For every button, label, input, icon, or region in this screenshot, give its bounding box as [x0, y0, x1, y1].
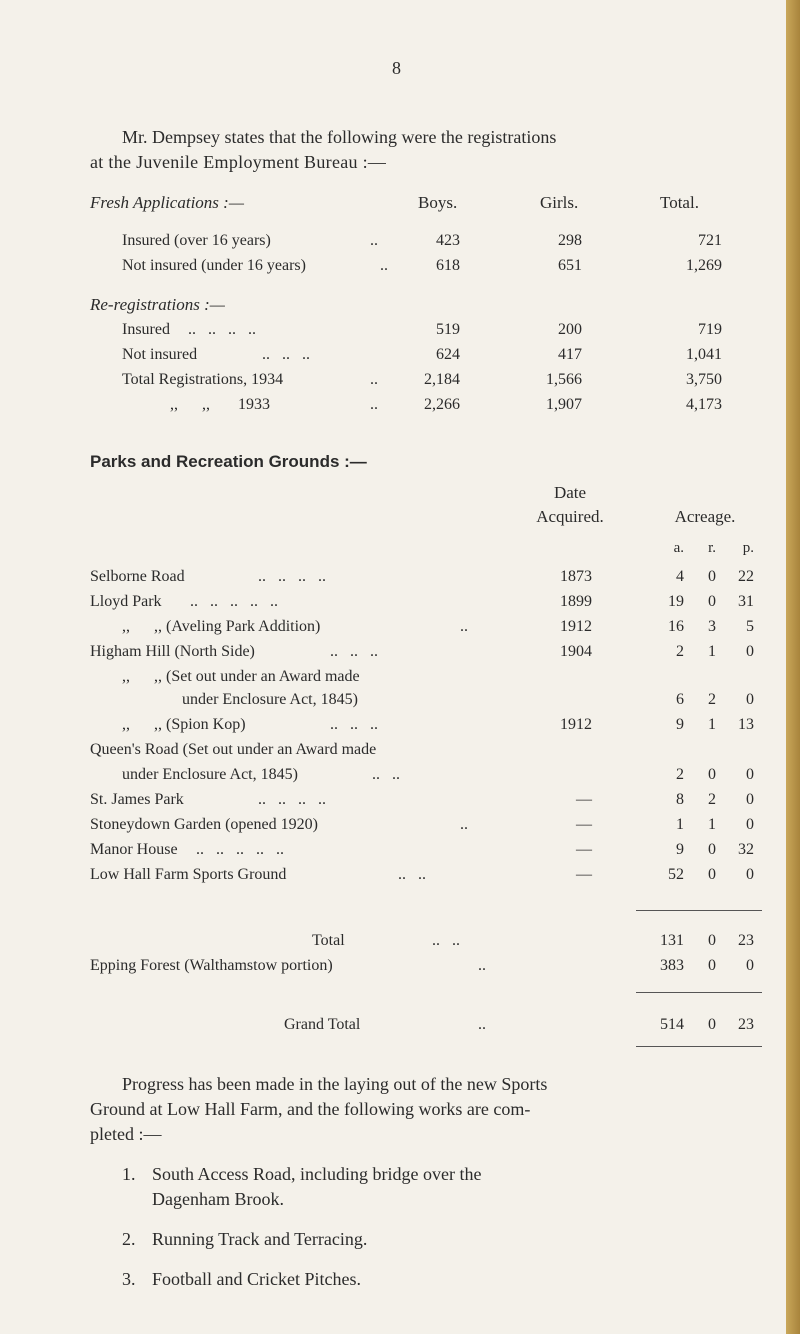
park-name: Stoneydown Garden (opened 1920)	[90, 816, 318, 833]
roods-value: 2	[708, 791, 716, 808]
girls-value: 200	[558, 321, 582, 338]
leader-dots: .. .. ..	[330, 716, 378, 733]
acres-value: 9	[676, 841, 684, 858]
col-acreage-header: Acreage.	[674, 507, 736, 526]
park-name-continued: under Enclosure Act, 1845)	[182, 691, 358, 708]
park-name-continued: under Enclosure Act, 1845)	[122, 766, 298, 783]
row-label: Not insured	[122, 346, 198, 363]
boys-value: 2,184	[424, 371, 460, 388]
grand-total-rule	[636, 992, 762, 993]
item-number: 3.	[122, 1269, 136, 1289]
roods-value: 1	[708, 816, 716, 833]
fresh-applications-heading: Fresh Applications :—	[90, 193, 244, 212]
park-name: Selborne Road	[90, 568, 185, 585]
perches-value: 5	[746, 618, 754, 635]
perches-value: 0	[746, 643, 754, 660]
leader-dots: .. .. .. .. ..	[190, 593, 278, 610]
acres-value: 2	[676, 766, 684, 783]
col-girls-header: Girls.	[540, 193, 579, 212]
col-boys-header: Boys.	[418, 193, 458, 212]
acres-value: 2	[676, 643, 684, 660]
leader-dots: ..	[370, 232, 378, 249]
roods-value: 0	[708, 593, 716, 610]
perches-value: 0	[746, 957, 754, 974]
perches-value: 22	[738, 568, 754, 585]
epping-label: Epping Forest (Walthamstow portion)	[90, 957, 333, 974]
leader-dots: .. .. .. ..	[258, 791, 326, 808]
leader-dots: ..	[460, 618, 468, 635]
roods-value: 0	[708, 932, 716, 949]
progress-line-3: pleted :—	[90, 1124, 162, 1144]
perches-value: 13	[738, 716, 754, 733]
leader-dots: .. .. .. .. ..	[196, 841, 284, 858]
total-value: 721	[698, 232, 722, 249]
unit-perches: p.	[742, 540, 754, 556]
acres-value: 19	[668, 593, 684, 610]
acres-value: 1	[676, 816, 684, 833]
perches-value: 0	[746, 766, 754, 783]
leader-dots: .. .. ..	[262, 346, 310, 363]
perches-value: 31	[738, 593, 754, 610]
park-name: ,, ,, (Set out under an Award made	[122, 668, 360, 685]
acres-value: 6	[676, 691, 684, 708]
park-name: Queen's Road (Set out under an Award made	[90, 741, 377, 758]
perches-value: 23	[738, 1016, 754, 1033]
girls-value: 1,566	[546, 371, 582, 388]
unit-roods: r.	[708, 540, 716, 556]
progress-line-1: Progress has been made in the laying out of the new Sports	[122, 1074, 548, 1094]
perches-value: 0	[746, 691, 754, 708]
perches-value: 32	[738, 841, 754, 858]
total-value: 4,173	[686, 396, 722, 413]
re-registrations-heading: Re-registrations :—	[90, 295, 225, 314]
boys-value: 624	[436, 346, 460, 363]
roods-value: 0	[708, 841, 716, 858]
total-value: 1,269	[686, 257, 722, 274]
date-acquired: —	[576, 841, 592, 858]
date-acquired: —	[576, 866, 592, 883]
roods-value: 0	[708, 1016, 716, 1033]
total-value: 1,041	[686, 346, 722, 363]
item-number: 2.	[122, 1229, 136, 1249]
leader-dots: ..	[478, 1016, 486, 1033]
leader-dots: ..	[460, 816, 468, 833]
item-text: Running Track and Terracing.	[152, 1229, 368, 1249]
park-name: ,, ,, (Spion Kop)	[122, 716, 246, 733]
acres-value: 383	[660, 957, 684, 974]
leader-dots: ..	[370, 371, 378, 388]
roods-value: 0	[708, 568, 716, 585]
date-acquired: 1899	[560, 593, 592, 610]
row-label: Insured (over 16 years)	[122, 232, 271, 249]
roods-value: 1	[708, 643, 716, 660]
park-name: St. James Park	[90, 791, 184, 808]
boys-value: 423	[436, 232, 460, 249]
item-number: 1.	[122, 1164, 136, 1184]
progress-line-2: Ground at Low Hall Farm, and the following works are com-	[90, 1099, 531, 1119]
acres-value: 514	[660, 1016, 684, 1033]
leader-dots: .. ..	[432, 932, 460, 949]
leader-dots: .. ..	[372, 766, 400, 783]
col-date-header-1: Date	[553, 483, 587, 502]
leader-dots: ..	[370, 396, 378, 413]
leader-dots: ..	[478, 957, 486, 974]
roods-value: 0	[708, 866, 716, 883]
leader-dots: .. .. ..	[330, 643, 378, 660]
acres-value: 9	[676, 716, 684, 733]
park-name: Higham Hill (North Side)	[90, 643, 255, 660]
intro-line-1: Mr. Dempsey states that the following were the registrations	[122, 127, 557, 147]
roods-value: 3	[708, 618, 716, 635]
row-label: Total Registrations, 1934	[122, 371, 284, 388]
park-name: ,, ,, (Aveling Park Addition)	[122, 618, 321, 635]
leader-dots: .. ..	[398, 866, 426, 883]
date-acquired: 1904	[560, 643, 592, 660]
col-total-header: Total.	[660, 193, 699, 212]
page-edge	[786, 0, 800, 1334]
leader-dots: .. .. .. ..	[188, 321, 256, 338]
girls-value: 298	[558, 232, 582, 249]
subtotal-rule	[636, 910, 762, 911]
roods-value: 1	[708, 716, 716, 733]
row-label: Not insured (under 16 years)	[122, 257, 306, 274]
unit-acres: a.	[673, 540, 684, 556]
date-acquired: —	[576, 816, 592, 833]
perches-value: 0	[746, 816, 754, 833]
park-name: Lloyd Park	[90, 593, 162, 610]
acres-value: 8	[676, 791, 684, 808]
park-name: Manor House	[90, 841, 178, 858]
item-text: Football and Cricket Pitches.	[152, 1269, 361, 1289]
girls-value: 651	[558, 257, 582, 274]
boys-value: 2,266	[424, 396, 460, 413]
roods-value: 2	[708, 691, 716, 708]
row-label: ,, ,, 1933	[170, 396, 270, 413]
leader-dots: ..	[380, 257, 388, 274]
col-date-header-2: Acquired.	[536, 507, 604, 526]
leader-dots: .. .. .. ..	[258, 568, 326, 585]
page-number: 8	[392, 58, 401, 78]
grand-total-label: Grand Total	[284, 1016, 361, 1033]
row-label: Insured	[122, 321, 170, 338]
perches-value: 0	[746, 791, 754, 808]
date-acquired: 1912	[560, 618, 592, 635]
closing-rule	[636, 1046, 762, 1047]
date-acquired: —	[576, 791, 592, 808]
acres-value: 4	[676, 568, 684, 585]
intro-line-2: at the Juvenile Employment Bureau :—	[90, 152, 387, 172]
acres-value: 16	[668, 618, 684, 635]
total-value: 719	[698, 321, 722, 338]
item-text: South Access Road, including bridge over the	[152, 1164, 482, 1184]
girls-value: 1,907	[546, 396, 582, 413]
acres-value: 131	[660, 932, 684, 949]
date-acquired: 1912	[560, 716, 592, 733]
date-acquired: 1873	[560, 568, 592, 585]
roods-value: 0	[708, 957, 716, 974]
parks-heading: Parks and Recreation Grounds :—	[90, 452, 367, 471]
total-value: 3,750	[686, 371, 722, 388]
item-text-continued: Dagenham Brook.	[152, 1189, 284, 1209]
boys-value: 519	[436, 321, 460, 338]
roods-value: 0	[708, 766, 716, 783]
perches-value: 23	[738, 932, 754, 949]
acres-value: 52	[668, 866, 684, 883]
perches-value: 0	[746, 866, 754, 883]
girls-value: 417	[558, 346, 582, 363]
boys-value: 618	[436, 257, 460, 274]
park-name: Low Hall Farm Sports Ground	[90, 866, 287, 883]
total-label: Total	[312, 932, 345, 949]
